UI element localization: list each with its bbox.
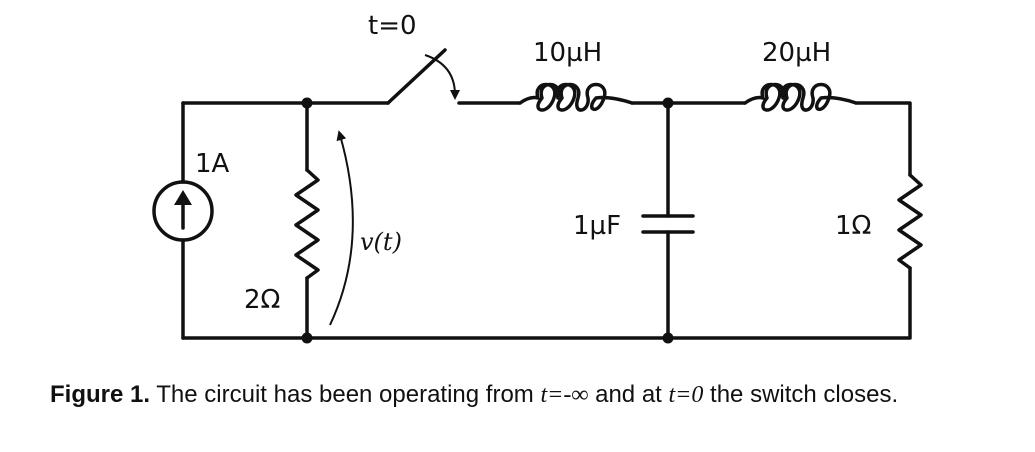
resistor-1-symbol: [899, 175, 921, 268]
switch-blade: [388, 50, 445, 103]
switch-arrow: [425, 55, 455, 95]
caption-text-2: and at: [588, 381, 669, 408]
inductor-10uH-label: 10µH: [533, 38, 603, 68]
resistor-2-label: 2Ω: [244, 285, 281, 315]
node-top-mid: [663, 98, 674, 109]
current-source-label: 1A: [195, 149, 230, 179]
inductor-20uH-label: 20µH: [762, 38, 832, 68]
current-source-symbol: [154, 182, 212, 240]
voltage-arrow: [330, 135, 353, 325]
caption-text-1: The circuit has been operating from: [150, 381, 541, 408]
caption-math-1: t=-∞: [540, 382, 589, 408]
voltage-label: v(t): [360, 228, 402, 256]
node-top-left: [302, 98, 313, 109]
capacitor-label: 1µF: [573, 211, 622, 241]
bottom-wire: [183, 268, 910, 338]
caption-prefix: Figure 1.: [50, 381, 151, 408]
switch-time-label: t=0: [368, 11, 417, 41]
caption-math-2: t=0: [668, 382, 704, 408]
resistor-1-label: 1Ω: [835, 211, 872, 241]
inductor-20uH-symbol: [745, 85, 856, 111]
inductor-10uH-symbol: [520, 85, 632, 111]
node-bottom-left: [302, 333, 313, 344]
figure-caption: [50, 381, 898, 409]
resistor-2-symbol: [296, 170, 318, 278]
caption-text-3: the switch closes.: [703, 381, 899, 408]
node-bottom-mid: [663, 333, 674, 344]
top-wire-right: [856, 103, 910, 175]
